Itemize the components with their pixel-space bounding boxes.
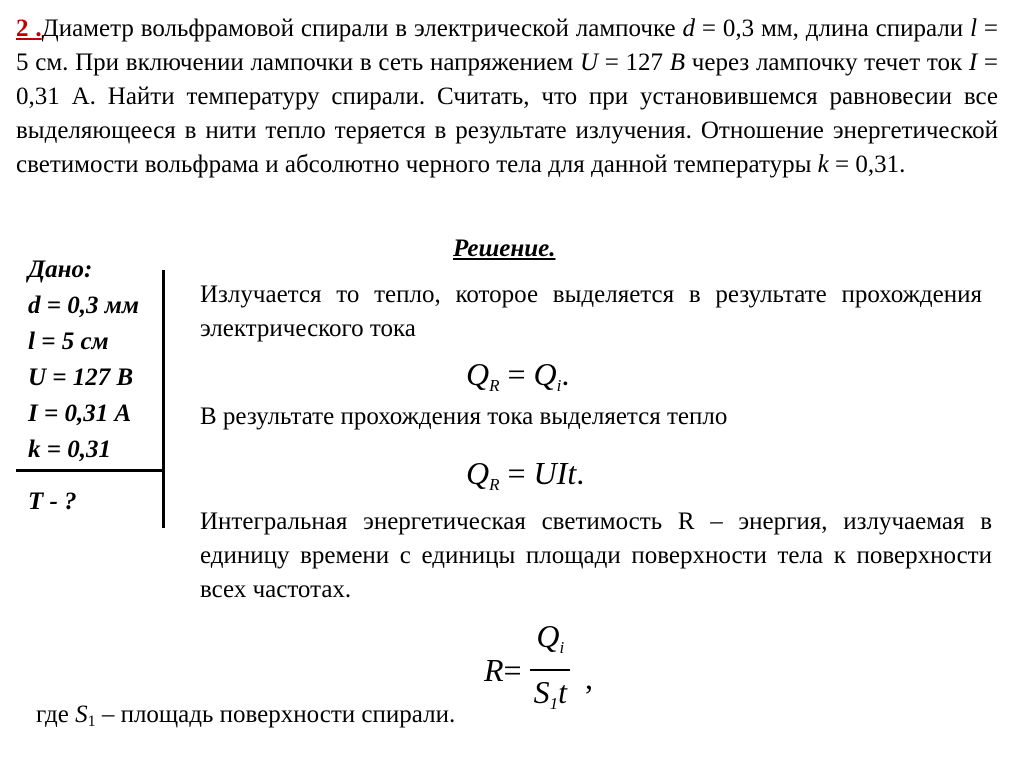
symbol-l: l [970, 15, 978, 42]
solution-paragraph-1: Излучается то тепло, которое выделяется в результате прохождения электрического тока [200, 281, 982, 342]
fraction-denominator [528, 671, 573, 723]
symbol-volt: В [669, 49, 686, 76]
formula2-lhs: Q [466, 455, 490, 491]
formula1-eq: = [499, 356, 534, 392]
formula3-end: , [584, 659, 593, 696]
problem-text-1: Диаметр вольфрамовой спирали в электрической лампочке [41, 15, 683, 42]
formula1-end: . [561, 356, 570, 392]
formula3-lhs: R [484, 651, 504, 688]
problem-statement [16, 12, 998, 182]
fraction [528, 617, 573, 723]
find-label: T - ? [28, 488, 77, 515]
symbol-i: I [968, 49, 978, 76]
denominator-t: t [558, 674, 567, 710]
numerator-q: Q [536, 618, 560, 654]
formula-qr-equals-uit [466, 455, 584, 495]
denominator-s: S [533, 674, 550, 710]
surface-note-prefix: где [36, 701, 76, 728]
formula1-lhs-sub: R [489, 376, 500, 395]
problem-text-7: = 0,31. [828, 151, 906, 178]
fraction-numerator [530, 617, 570, 671]
problem-text-3: = 5 см. При включении лампочки в сеть напряжением [16, 15, 998, 76]
given-divider-horizontal [16, 469, 164, 472]
formula1-rhs: Q [533, 356, 557, 392]
solution-paragraph-3: Интегральная энергетическая светимость R – энергия, излучаемая в единицу времени с единицы площади поверхности тела к поверхности всех частотах. [200, 508, 992, 603]
problem-number: 2 . [16, 15, 42, 42]
given-block [28, 252, 139, 468]
given-divider-vertical [162, 270, 165, 528]
problem-text-5: через лампочку течет ток [685, 49, 969, 76]
symbol-s: S [75, 701, 88, 728]
given-item-i: I = 0,31 А [28, 400, 132, 427]
symbol-k: k [817, 151, 829, 178]
formula2-eq: = [499, 455, 534, 491]
given-item-l: l = 5 см [28, 328, 109, 355]
problem-text-6: = 0,31 А. Найти температуру спирали. Считать, что при установившемся равновесии все выделяющееся в нити тепло теряется в результате излучения. Отношение энергетической светимости вольфрама и абсолютно черного тела для данной температуры [16, 49, 999, 178]
given-item-d: d = 0,3 мм [28, 292, 139, 319]
surface-note [36, 698, 455, 739]
formula-r-fraction [484, 617, 593, 723]
symbol-s-sub: 1 [87, 713, 96, 730]
problem-text-4: = 127 [598, 49, 670, 76]
solution-heading: Решение. [453, 235, 556, 262]
numerator-sub: i [559, 638, 565, 657]
formula2-rhs: UIt [533, 455, 577, 491]
formula2-end: . [576, 455, 585, 491]
given-item-u: U = 127 В [28, 364, 134, 391]
symbol-u: U [579, 49, 598, 76]
formula3-eq: = [503, 651, 522, 688]
symbol-d: d [682, 15, 695, 42]
denominator-sub: 1 [549, 694, 559, 713]
formula-qr-equals-qi [466, 356, 569, 396]
given-title: Дано: [28, 256, 93, 283]
formula1-rhs-sub: i [556, 376, 562, 395]
formula1-lhs: Q [466, 356, 490, 392]
formula2-lhs-sub: R [489, 475, 500, 494]
problem-text-2: = 0,3 мм, длина спирали [694, 15, 971, 42]
given-item-k: k = 0,31 [28, 436, 111, 463]
solution-paragraph-2: В результате прохождения тока выделяется тепло [200, 403, 728, 430]
surface-note-suffix: – площадь поверхности спирали. [95, 701, 456, 728]
